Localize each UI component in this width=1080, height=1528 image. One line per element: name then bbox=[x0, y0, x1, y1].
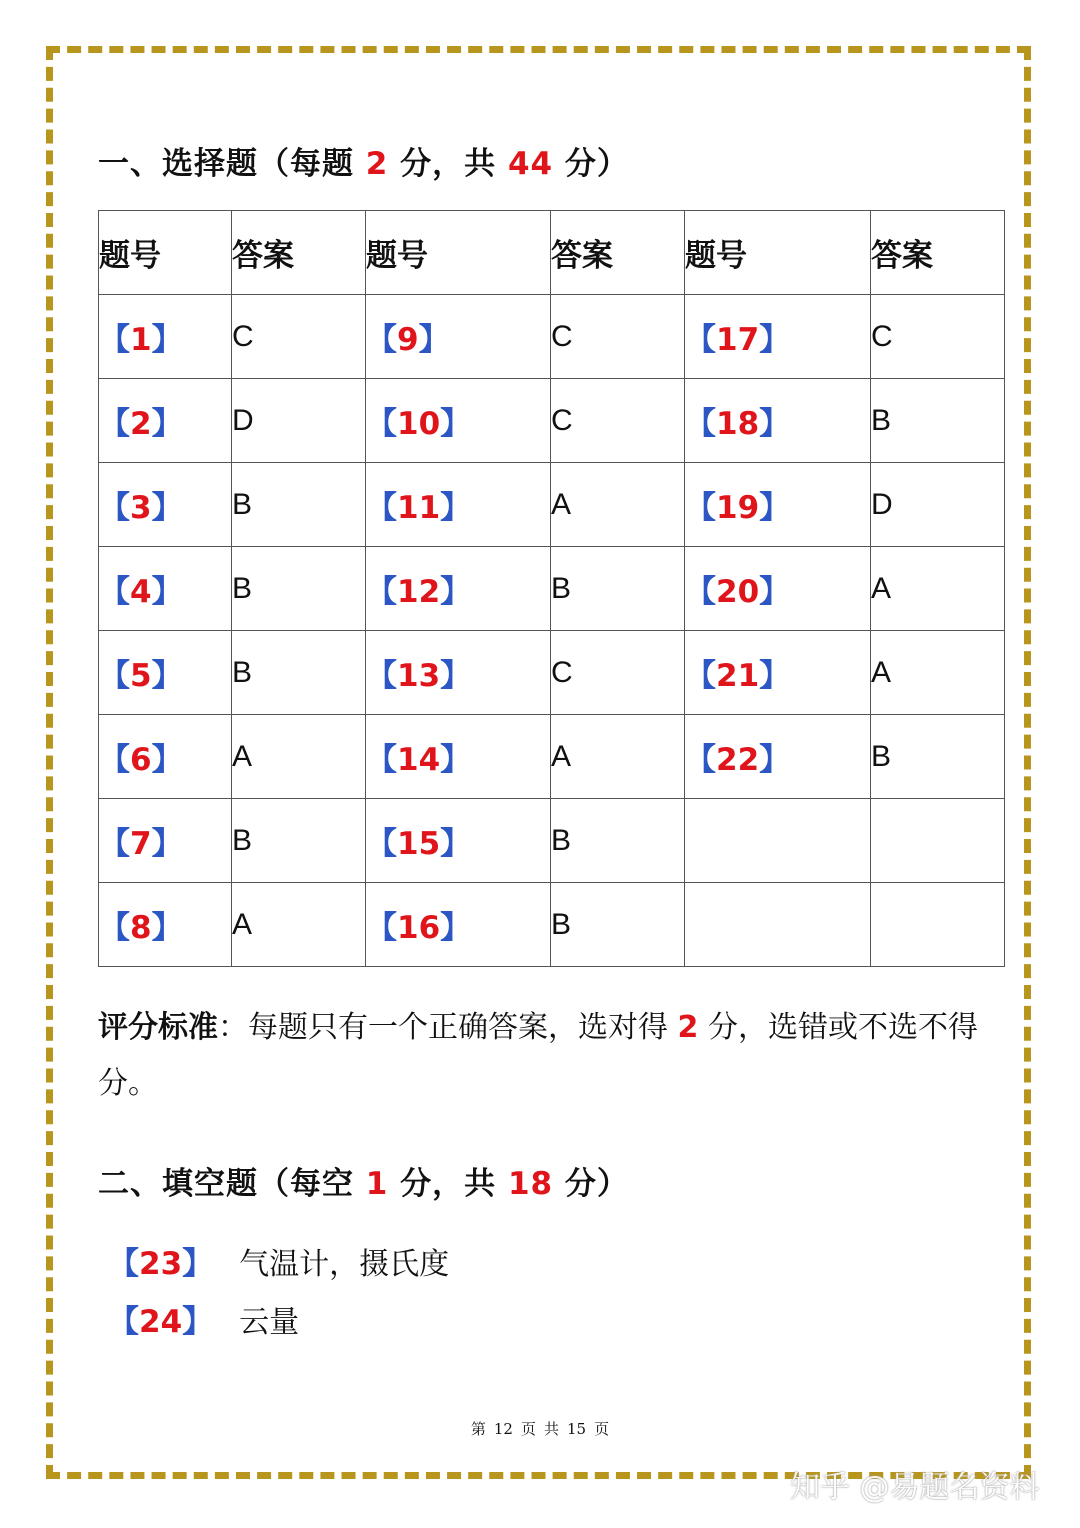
fill-answer-item bbox=[108, 1238, 449, 1283]
answer-cell bbox=[871, 799, 1005, 883]
answer-cell: B bbox=[232, 547, 366, 631]
header-answer: 答案 bbox=[871, 211, 1005, 295]
question-number: 【19】 bbox=[685, 490, 791, 526]
page-number: 12 bbox=[493, 1420, 513, 1438]
points-each: 2 bbox=[365, 146, 389, 182]
watermark: 知乎 @易题名资料 bbox=[790, 1470, 1040, 1505]
table-row bbox=[99, 547, 1005, 631]
answer-cell: B bbox=[232, 799, 366, 883]
table-row bbox=[99, 799, 1005, 883]
question-number: 【24】 bbox=[108, 1304, 214, 1340]
answer-text: 气温计，摄氏度 bbox=[239, 1247, 450, 1282]
question-number-cell bbox=[366, 295, 551, 379]
answer-cell: B bbox=[871, 379, 1005, 463]
question-number: 【20】 bbox=[685, 574, 791, 610]
question-number: 【18】 bbox=[685, 406, 791, 442]
points-each: 1 bbox=[365, 1166, 389, 1202]
header-question-number: 题号 bbox=[366, 211, 551, 295]
question-number-cell bbox=[99, 295, 232, 379]
question-number: 【15】 bbox=[366, 826, 472, 862]
question-number-cell bbox=[99, 547, 232, 631]
question-number-cell bbox=[685, 547, 871, 631]
question-number-cell bbox=[685, 715, 871, 799]
question-number-cell bbox=[685, 799, 871, 883]
question-number-cell bbox=[685, 379, 871, 463]
answer-cell: B bbox=[871, 715, 1005, 799]
answer-cell: C bbox=[551, 295, 685, 379]
answer-table bbox=[98, 210, 1005, 967]
question-number-cell bbox=[99, 883, 232, 967]
scoring-criteria: 评分标准：每题只有一个正确答案，选对得 2 分，选错或不选不得分。 bbox=[98, 1010, 978, 1101]
table-row bbox=[99, 883, 1005, 967]
question-number-cell bbox=[99, 715, 232, 799]
question-number-cell bbox=[366, 631, 551, 715]
question-number: 【17】 bbox=[685, 322, 791, 358]
header-question-number: 题号 bbox=[99, 211, 232, 295]
answer-cell: C bbox=[232, 295, 366, 379]
page-total: 15 bbox=[567, 1420, 587, 1438]
question-number: 【12】 bbox=[366, 574, 472, 610]
question-number: 【6】 bbox=[99, 742, 183, 778]
answer-cell: C bbox=[551, 631, 685, 715]
header-answer: 答案 bbox=[232, 211, 366, 295]
answer-cell: B bbox=[232, 631, 366, 715]
question-number: 【8】 bbox=[99, 910, 183, 946]
question-number: 【11】 bbox=[366, 490, 472, 526]
question-number-cell bbox=[685, 295, 871, 379]
question-number-cell bbox=[366, 799, 551, 883]
header-answer: 答案 bbox=[551, 211, 685, 295]
question-number: 【2】 bbox=[99, 406, 183, 442]
question-number: 【22】 bbox=[685, 742, 791, 778]
question-number: 【5】 bbox=[99, 658, 183, 694]
answer-cell: B bbox=[551, 547, 685, 631]
section-1-heading: 一、选择题（每题 2 分，共 44 分） bbox=[98, 146, 629, 182]
question-number: 【1】 bbox=[99, 322, 183, 358]
table-row bbox=[99, 379, 1005, 463]
answer-cell bbox=[871, 883, 1005, 967]
answer-cell: A bbox=[871, 631, 1005, 715]
answer-cell: C bbox=[871, 295, 1005, 379]
question-number: 【13】 bbox=[366, 658, 472, 694]
question-number: 【21】 bbox=[685, 658, 791, 694]
question-number: 【7】 bbox=[99, 826, 183, 862]
answer-cell: C bbox=[551, 379, 685, 463]
question-number-cell bbox=[366, 379, 551, 463]
scoring-points: 2 bbox=[677, 1010, 699, 1045]
fill-answer-item bbox=[108, 1296, 299, 1341]
question-number-cell bbox=[685, 631, 871, 715]
question-number-cell bbox=[366, 547, 551, 631]
table-row bbox=[99, 295, 1005, 379]
points-total: 44 bbox=[507, 146, 554, 182]
question-number-cell bbox=[366, 883, 551, 967]
answer-cell: A bbox=[551, 715, 685, 799]
question-number: 【10】 bbox=[366, 406, 472, 442]
answer-cell: D bbox=[232, 379, 366, 463]
question-number-cell bbox=[366, 463, 551, 547]
table-row bbox=[99, 631, 1005, 715]
question-number: 【9】 bbox=[366, 322, 450, 358]
question-number-cell bbox=[685, 883, 871, 967]
table-header-row bbox=[99, 211, 1005, 295]
section-2-heading: 二、填空题（每空 1 分，共 18 分） bbox=[98, 1166, 629, 1202]
header-question-number: 题号 bbox=[685, 211, 871, 295]
answer-text: 云量 bbox=[239, 1305, 300, 1340]
question-number: 【4】 bbox=[99, 574, 183, 610]
answer-cell: B bbox=[551, 799, 685, 883]
scoring-label: 评分标准 bbox=[98, 1010, 218, 1045]
question-number: 【3】 bbox=[99, 490, 183, 526]
table-row bbox=[99, 463, 1005, 547]
question-number: 【14】 bbox=[366, 742, 472, 778]
question-number-cell bbox=[366, 715, 551, 799]
question-number-cell bbox=[99, 631, 232, 715]
answer-cell: D bbox=[871, 463, 1005, 547]
question-number-cell bbox=[685, 463, 871, 547]
answer-cell: A bbox=[232, 883, 366, 967]
answer-cell: A bbox=[232, 715, 366, 799]
answer-cell: B bbox=[551, 883, 685, 967]
answer-cell: A bbox=[871, 547, 1005, 631]
question-number-cell bbox=[99, 799, 232, 883]
page-footer: 第 12 页 共 15 页 bbox=[470, 1420, 610, 1438]
answer-cell: A bbox=[551, 463, 685, 547]
question-number-cell bbox=[99, 463, 232, 547]
table-row bbox=[99, 715, 1005, 799]
question-number: 【23】 bbox=[108, 1246, 214, 1282]
question-number-cell bbox=[99, 379, 232, 463]
question-number: 【16】 bbox=[366, 910, 472, 946]
points-total: 18 bbox=[507, 1166, 554, 1202]
answer-cell: B bbox=[232, 463, 366, 547]
